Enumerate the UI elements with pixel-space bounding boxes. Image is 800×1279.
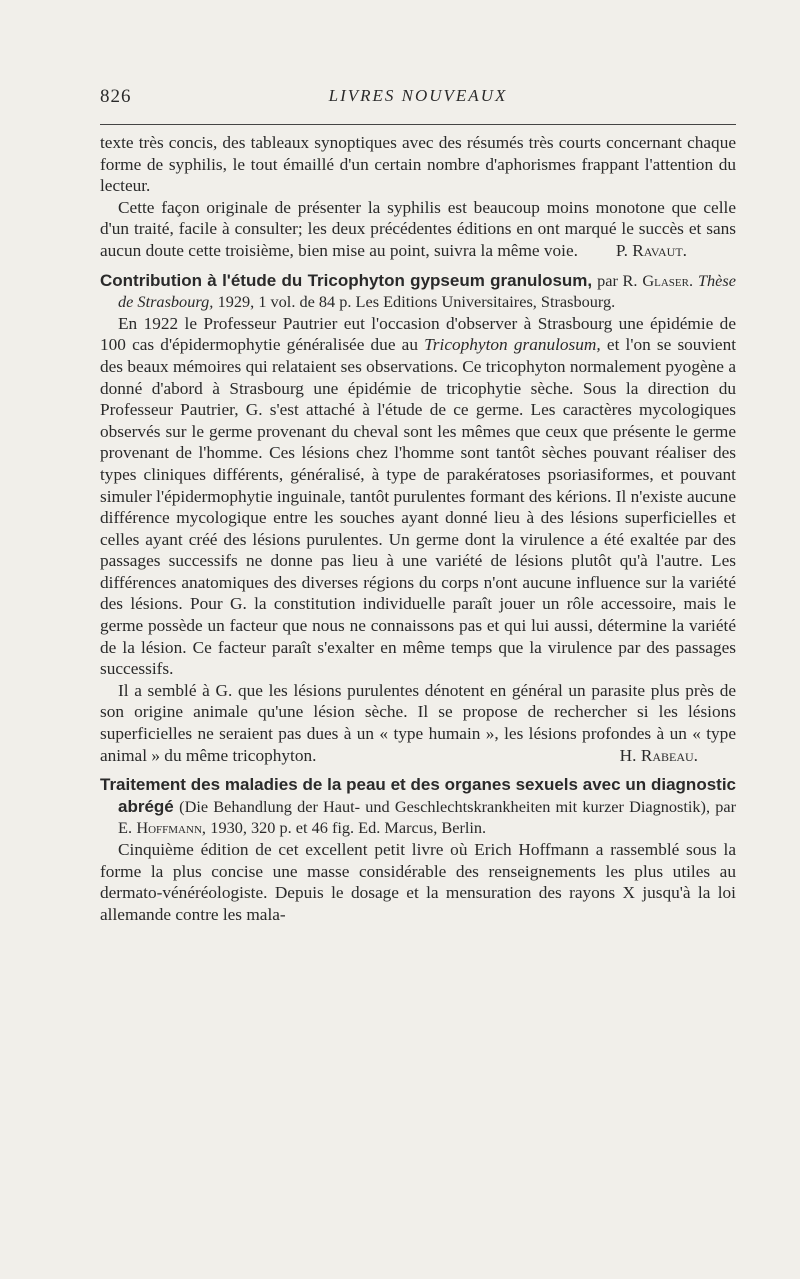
entry-source: Thèse de Strasbourg, [118, 270, 736, 312]
paragraph-text: Il a semblé à G. que les lésions purulentes dénotent en général un parasite plus près de son origine animale qu'une lésion sèche. Il se propose de rechercher si les lésions superficielles ne seraient pas dues à un « type humain », les lésions profondes à un « type animal » du même tricophyton. [100, 680, 736, 765]
entry-title: Contribution à l'étude du Tricophyton gypseum granulosum, [100, 270, 593, 290]
page-content [100, 132, 736, 925]
paragraph: texte très concis, des tableaux synoptiques avec des résumés très courts concernant chaque forme de syphilis, le tout émaillé d'un certain nombre d'aphorismes frappant l'attention du lecteur. [100, 133, 736, 196]
page-header [100, 86, 736, 114]
entry-details: 1929, 1 vol. de 84 p. Les Editions Universitaires, Strasbourg. [217, 292, 616, 312]
paragraph [100, 680, 736, 766]
previous-review-end [100, 132, 736, 262]
book-review-glaser [100, 270, 736, 767]
entry-heading: Traitement des maladies de la peau et des organes sexuels avec un diagnostic abrégé (Die Behandlung der Haut- und Geschlechtskrankheiten mit kurzer Diagnostik), par E. Hoffmann, 1930, 320 p. et 46 fig. Ed. Marcus, Berlin. [100, 775, 736, 838]
page-number: 826 [100, 86, 132, 107]
reviewer-signature: H. Rabeau. [619, 745, 698, 765]
paragraph: En 1922 le Professeur Pautrier eut l'occasion d'observer à Strasbourg une épidémie de 100 cas d'épidermophytie généralisée due au Tricophyton granulosum, et l'on se souvient des beaux mémoires qui relataient ses observations. Ce tricophyton normalement pyogène a donné d'abord à Strasbourg une épidémie de tricophytie sèche. Sous la direction du Professeur Pautrier, G. s'est attaché à l'étude de ce germe. Les caractères mycologiques observés sur le germe provenant du cheval sont les mêmes que ceux que présente le germe provenant de l'homme. Ces lésions chez l'homme sont tantôt sèches pouvant réaliser des types cliniques différents, généralisé, à type de parakératoses psoriasiformes, et pouvant simuler l'épidermophytie inguinale, tantôt purulentes formant des kérions. Il n'existe aucune différence mycologique entre les souches ayant donné lieu à des lésions superficielles et celles ayant créé des lésions purulentes. Un germe dont la virulence a été exaltée par des passages successifs ne donne pas lieu à une variété de lésions plutôt qu'à l'autre. Les différences anatomiques des diverses régions du corps n'ont aucune influence sur la variété des lésions. Pour G. la constitution individuelle paraît jouer un rôle accessoire, mais le germe possède un facteur que nous ne connaissons pas et qui lui aussi, détermine la variété de la lésion. Ce facteur paraît s'exalter en même temps que la virulence par des passages successifs. [100, 313, 737, 679]
reviewer-signature: P. Ravaut. [615, 240, 687, 260]
book-review-hoffmann [100, 774, 736, 925]
header-rule [100, 124, 736, 125]
paragraph: Cinquième édition de cet excellent petit livre où Erich Hoffmann a rassemblé sous la forme la plus concise une masse considérable des renseignements les plus utiles au dermato-vénéréologiste. Depuis le dosage et la mensuration des rayons X jusqu'à la loi allemande contre les mala- [100, 840, 736, 924]
entry-heading: Contribution à l'étude du Tricophyton gypseum granulosum, par R. Glaser. Thèse de Strasbourg, 1929, 1 vol. de 84 p. Les Editions Universitaires, Strasbourg. [100, 270, 736, 312]
paragraph-text: Cette façon originale de présenter la syphilis est beaucoup moins monotone que celle d'un traité, facile à consulter; les deux précédentes éditions en ont marqué le succès et sans aucun doute cette troisième, bien mise au point, suivra la même voie. [100, 197, 736, 260]
entry-title: Traitement des maladies de la peau et des organes sexuels avec un diagnostic abrégé [100, 775, 736, 816]
paragraph [100, 197, 736, 262]
running-title: LIVRES NOUVEAUX [328, 86, 508, 105]
entry-author: Glaser. [642, 270, 694, 290]
entry-details: 1930, 320 p. et 46 fig. Ed. Marcus, Berlin. [210, 818, 487, 838]
entry-author: Hoffmann, [136, 818, 206, 838]
